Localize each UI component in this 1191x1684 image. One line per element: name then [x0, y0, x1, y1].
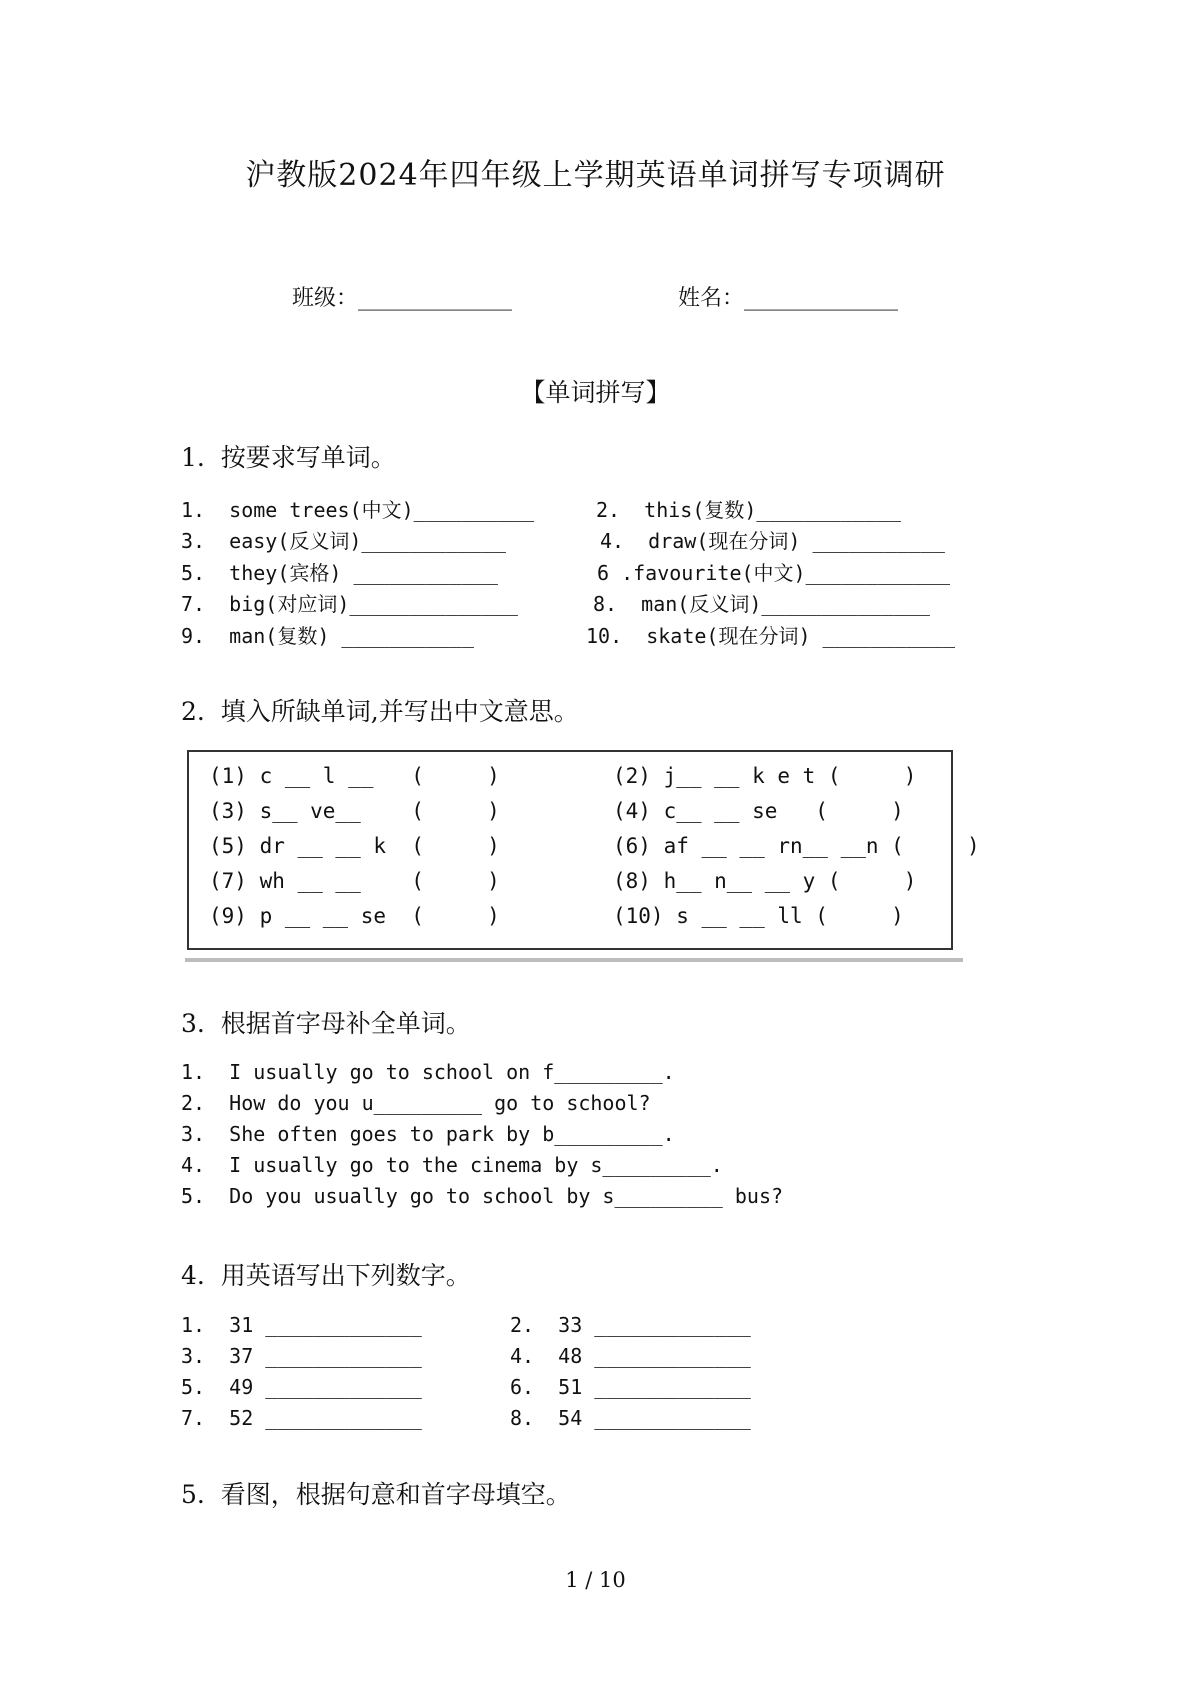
q5-heading: 5. 看图，根据句意和首字母填空。 — [181, 1480, 571, 1509]
box-shadow-rule — [185, 958, 963, 962]
section-title: 【单词拼写】 — [520, 378, 671, 407]
q3-item: 2. How do you u_________ go to school? — [181, 1091, 651, 1115]
q1-item: 4. draw(现在分词) ___________ — [600, 529, 945, 553]
q3-item: 5. Do you usually go to school by s_________ bus? — [181, 1184, 784, 1208]
q4-item: 4. 48 _____________ — [510, 1344, 751, 1368]
page-number: 1 / 10 — [565, 1568, 626, 1592]
q3-item: 1. I usually go to school on f_________. — [181, 1060, 675, 1084]
q1-item: 2. this(复数)____________ — [596, 498, 901, 522]
q1-item: 10. skate(现在分词) ___________ — [586, 624, 955, 648]
q4-item: 8. 54 _____________ — [510, 1406, 751, 1430]
q2-item: (5) dr __ __ k ( ) — [209, 834, 500, 858]
q2-item: (10) s __ __ ll ( ) — [613, 904, 904, 928]
q3-item: 4. I usually go to the cinema by s_________. — [181, 1153, 723, 1177]
q1-heading: 1. 按要求写单词。 — [181, 443, 396, 472]
q2-heading: 2. 填入所缺单词,并写出中文意思。 — [181, 697, 579, 726]
q1-item: 3. easy(反义词)____________ — [181, 529, 506, 553]
q4-item: 6. 51 _____________ — [510, 1375, 751, 1399]
q4-item: 7. 52 _____________ — [181, 1406, 422, 1430]
q1-item: 5. they(宾格) ____________ — [181, 561, 498, 585]
page-title: 沪教版2024年四年级上学期英语单词拼写专项调研 — [245, 158, 946, 193]
q2-item: (3) s__ ve__ ( ) — [209, 799, 500, 823]
fill-in-box — [187, 750, 980, 950]
q1-item: 9. man(复数) ___________ — [181, 624, 474, 648]
q2-item: (4) c__ __ se ( ) — [613, 799, 904, 823]
q2-item: (7) wh __ __ ( ) — [209, 869, 500, 893]
q4-item: 5. 49 _____________ — [181, 1375, 422, 1399]
name-field[interactable]: 姓名：______________ — [678, 286, 899, 311]
q2-item: (2) j__ __ k e t ( ) — [613, 764, 917, 788]
q4-item: 1. 31 _____________ — [181, 1313, 422, 1337]
class-field[interactable]: 班级：______________ — [292, 286, 513, 311]
q1-item: 1. some trees(中文)__________ — [181, 498, 535, 522]
q2-item: (9) p __ __ se ( ) — [209, 904, 500, 928]
q2-item: (1) c __ l __ ( ) — [209, 764, 500, 788]
q4-item: 2. 33 _____________ — [510, 1313, 751, 1337]
q3-item: 3. She often goes to park by b_________. — [181, 1122, 675, 1146]
q2-item: (8) h__ n__ __ y ( ) — [613, 869, 917, 893]
q1-item: 6 .favourite(中文)____________ — [597, 561, 951, 585]
q2-item: (6) af __ __ rn__ __n ( ) — [613, 834, 980, 858]
q1-item: 8. man(反义词)______________ — [593, 592, 930, 616]
q3-heading: 3. 根据首字母补全单词。 — [181, 1009, 471, 1038]
q4-heading: 4. 用英语写出下列数字。 — [181, 1261, 471, 1290]
q1-item: 7. big(对应词)______________ — [181, 592, 518, 616]
q4-item: 3. 37 _____________ — [181, 1344, 422, 1368]
